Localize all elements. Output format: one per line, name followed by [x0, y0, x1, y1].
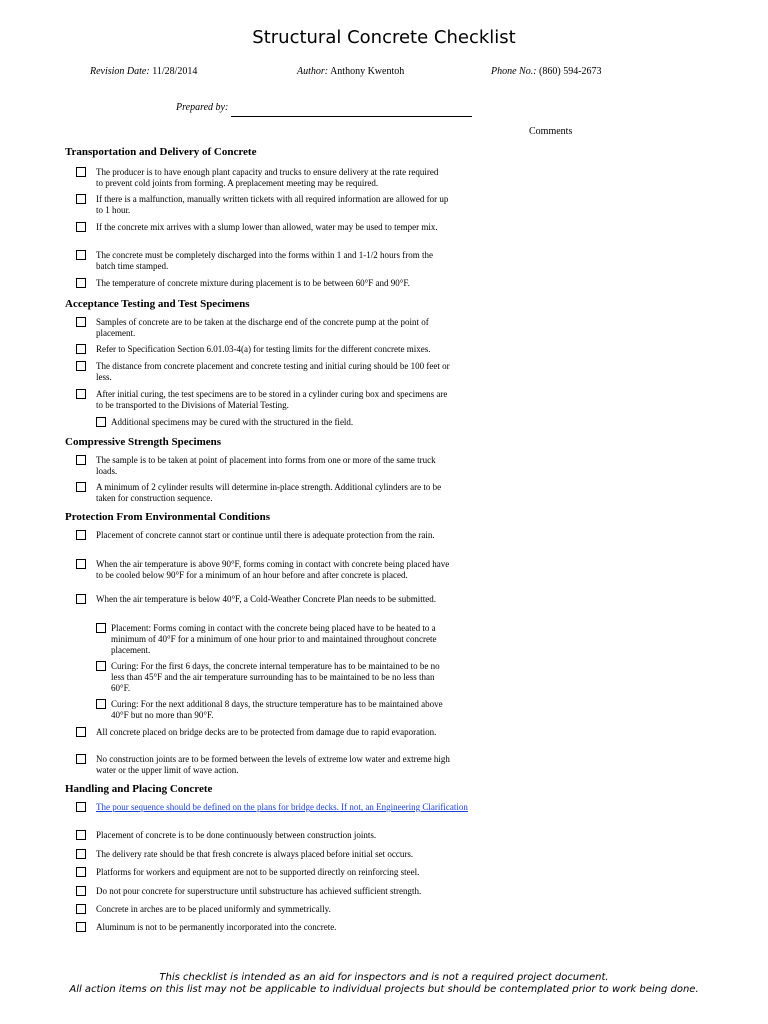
checklist-item-text — [96, 904, 473, 915]
checkbox[interactable] — [76, 904, 86, 914]
checkbox[interactable] — [76, 867, 86, 877]
checklist-item-line: water or the upper limit of wave action. — [96, 765, 239, 775]
checklist-item-text — [111, 699, 473, 721]
checklist-item-text — [96, 194, 473, 216]
checklist-item-line: placement. — [111, 645, 151, 655]
checklist-item-text — [111, 417, 473, 428]
checklist-item-line: less. — [96, 372, 112, 382]
checkbox[interactable] — [76, 194, 86, 204]
checklist-item-line: to 1 hour. — [96, 205, 131, 215]
checklist-item-line: The temperature of concrete mixture during placement is to be between 60°F and 90°F. — [96, 278, 410, 288]
checkbox[interactable] — [76, 830, 86, 840]
checklist-item-line: When the air temperature is below 40°F, a Cold-Weather Concrete Plan needs to be submitted. — [96, 594, 437, 604]
checklist-item-line: Placement: Forms coming in contact with the concrete being placed have to be heated to a — [111, 623, 436, 633]
checklist-item-link[interactable] — [96, 802, 473, 813]
checkbox[interactable] — [96, 417, 106, 427]
checklist-item-line: The concrete must be completely discharged into the forms within 1 and 1-1/2 hours from the — [96, 250, 433, 260]
phone — [491, 66, 602, 77]
checklist-item-line: to be cooled below 90°F for a minimum of an hour before and after concrete is placed. — [96, 570, 408, 580]
checkbox[interactable] — [76, 922, 86, 932]
checkbox[interactable] — [76, 361, 86, 371]
checklist-item-line: Concrete in arches are to be placed uniformly and symmetrically. — [96, 904, 331, 914]
checklist-item-line: Do not pour concrete for superstructure until substructure has achieved sufficient strength. — [96, 886, 422, 896]
checkbox[interactable] — [76, 250, 86, 260]
checklist-item-text — [96, 754, 473, 776]
author — [297, 66, 404, 77]
checkbox[interactable] — [76, 849, 86, 859]
checklist-item-line: Refer to Specification Section 6.01.03-4(a) for testing limits for the different concrete mixes. — [96, 344, 431, 354]
checklist-item-text — [96, 344, 473, 355]
checklist-item-line: taken for construction sequence. — [96, 493, 213, 503]
checklist-item-line: When the air temperature is above 90°F, forms coming in contact with concrete being placed have — [96, 559, 450, 569]
checklist-item-text — [96, 317, 473, 339]
checklist-item-line: Placement of concrete cannot start or continue until there is adequate protection from the rain. — [96, 530, 435, 540]
checkbox[interactable] — [96, 661, 106, 671]
checklist-item-line: placement. — [96, 328, 136, 338]
checklist-item-text — [96, 250, 473, 272]
checklist-item-line: A minimum of 2 cylinder results will determine in-place strength. Additional cylinders are to be — [96, 482, 442, 492]
section-heading: Compressive Strength Specimens — [65, 436, 222, 448]
checklist-item-text — [96, 727, 473, 738]
prepared-by-label: Prepared by: — [176, 102, 229, 113]
author-value: Anthony Kwentoh — [330, 66, 405, 77]
revision-date — [90, 66, 197, 77]
comments-label: Comments — [529, 126, 573, 137]
checklist-item-line: to be transported to the Divisions of Material Testing. — [96, 400, 289, 410]
checklist-item-line: If the concrete mix arrives with a slump lower than allowed, water may be used to temper mix. — [96, 222, 438, 232]
checklist-item-text — [96, 849, 473, 860]
checklist-item-text — [96, 389, 473, 411]
checkbox[interactable] — [76, 727, 86, 737]
checklist-item-line: The distance from concrete placement and concrete testing and initial curing should be 100 feet or — [96, 361, 450, 371]
checklist-item-line: Curing: For the next additional 8 days, the structure temperature has to be maintained above — [111, 699, 443, 709]
checklist-item-text — [96, 559, 473, 581]
checklist-item-text — [111, 623, 473, 656]
checkbox[interactable] — [76, 886, 86, 896]
checklist-item-line: The producer is to have enough plant capacity and trucks to ensure delivery at the rate required — [96, 167, 439, 177]
checkbox[interactable] — [76, 530, 86, 540]
checklist-item-text — [96, 455, 473, 477]
checklist-item-line: After initial curing, the test specimens are to be stored in a cylinder curing box and specimens are — [96, 389, 448, 399]
checklist-item-text — [96, 886, 473, 897]
section-heading: Acceptance Testing and Test Specimens — [65, 298, 250, 310]
footer-note-1: This checklist is intended as an aid for inspectors and is not a required project document. — [159, 972, 609, 983]
checklist-item-text — [96, 922, 473, 933]
checkbox[interactable] — [96, 623, 106, 633]
checklist-item-line: If there is a malfunction, manually written tickets with all required information are allowed for up — [96, 194, 449, 204]
checkbox[interactable] — [76, 167, 86, 177]
checklist-item-line: loads. — [96, 466, 118, 476]
checklist-item-line: Placement of concrete is to be done continuously between construction joints. — [96, 830, 377, 840]
checklist-item-line: Curing: For the first 6 days, the concrete internal temperature has to be maintained to be no — [111, 661, 440, 671]
section-heading: Handling and Placing Concrete — [65, 783, 213, 795]
checkbox[interactable] — [76, 594, 86, 604]
checkbox[interactable] — [76, 344, 86, 354]
checklist-item-line: The sample is to be taken at point of placement into forms from one or more of the same truck — [96, 455, 436, 465]
checklist-item-line: to prevent cold joints from forming. A preplacement meeting may be required. — [96, 178, 379, 188]
checklist-item-text — [96, 482, 473, 504]
checkbox[interactable] — [76, 222, 86, 232]
checkbox[interactable] — [76, 455, 86, 465]
checklist-item-line: 40°F but no more than 90°F. — [111, 710, 214, 720]
checklist-item-text — [96, 167, 473, 189]
checkbox[interactable] — [76, 278, 86, 288]
section-heading: Transportation and Delivery of Concrete — [65, 146, 257, 158]
checkbox[interactable] — [76, 317, 86, 327]
checkbox[interactable] — [76, 389, 86, 399]
checkbox[interactable] — [76, 802, 86, 812]
author-label: Author: — [297, 66, 329, 77]
revision-date-value: 11/28/2014 — [152, 66, 198, 77]
phone-label: Phone No.: — [491, 66, 537, 77]
page-title: Structural Concrete Checklist — [252, 27, 516, 48]
checklist-item-text — [96, 278, 473, 289]
checklist-item-line: minimum of 40°F for a minimum of one hour prior to and maintained throughout concrete — [111, 634, 437, 644]
checklist-item-text — [96, 594, 473, 605]
checklist-item-line: No construction joints are to be formed between the levels of extreme low water and extreme high — [96, 754, 450, 764]
checklist-item-text — [96, 867, 473, 878]
checklist-item-text — [96, 361, 473, 383]
checklist-item-line: Platforms for workers and equipment are not to be supported directly on reinforcing steel. — [96, 867, 420, 877]
checklist-item-text — [96, 830, 473, 841]
footer-note-2: All action items on this list may not be applicable to individual projects but should be contemplated prior to work being done. — [69, 984, 699, 995]
checklist-item-line: Aluminum is not to be permanently incorporated into the concrete. — [96, 922, 337, 932]
checklist-item-line: Additional specimens may be cured with the structured in the field. — [111, 417, 354, 427]
checklist-item-text — [96, 530, 473, 541]
checkbox[interactable] — [76, 754, 86, 764]
prepared-by-field[interactable] — [231, 116, 472, 117]
checklist-item-line: batch time stamped. — [96, 261, 169, 271]
checkbox[interactable] — [76, 559, 86, 569]
checklist-item-line: Samples of concrete are to be taken at the discharge end of the concrete pump at the point of — [96, 317, 429, 327]
checkbox[interactable] — [76, 482, 86, 492]
revision-date-label: Revision Date: — [90, 66, 150, 77]
checklist-item-line: The pour sequence should be defined on the plans for bridge decks. If not, an Engineering Clarification — [96, 802, 468, 812]
section-heading: Protection From Environmental Conditions — [65, 511, 271, 523]
checklist-item-line: All concrete placed on bridge decks are to be protected from damage due to rapid evaporation. — [96, 727, 437, 737]
phone-value: (860) 594-2673 — [539, 66, 602, 77]
checklist-item-line: 60°F. — [111, 683, 131, 693]
checklist-item-line: The delivery rate should be that fresh concrete is always placed before initial set occurs. — [96, 849, 414, 859]
checkbox[interactable] — [96, 699, 106, 709]
checklist-item-line: less than 45°F and the air temperature surrounding has to be maintained to be no less than — [111, 672, 435, 682]
checklist-item-text — [111, 661, 473, 694]
checklist-item-text — [96, 222, 473, 233]
